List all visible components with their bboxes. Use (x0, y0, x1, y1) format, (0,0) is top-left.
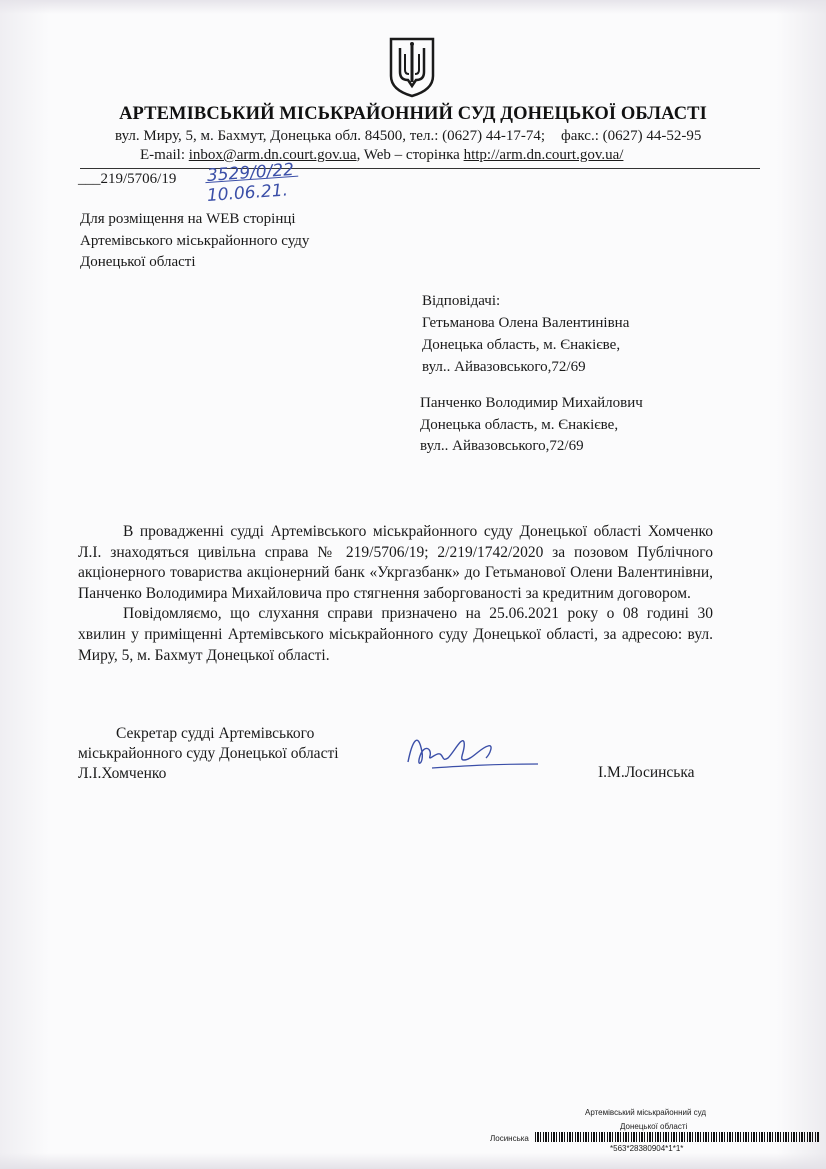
barcode-court-line: Артемівський міськрайонний суд (585, 1108, 707, 1117)
addressee-line-2: Артемівського міськрайонного суду (80, 232, 310, 249)
email-label: E-mail: (140, 147, 185, 163)
respondents-block (420, 290, 629, 378)
handwritten-signature (402, 722, 542, 778)
respondent-1-address-2: вул.. Айвазовського,72/69 (422, 359, 586, 375)
signature-title-line-3: Л.І.Хомченко (78, 765, 167, 782)
barcode-code: *563*28380904*1*1* (610, 1144, 684, 1153)
respondent-2-address-2: вул.. Айвазовського,72/69 (420, 438, 584, 454)
court-title: АРТЕМІВСЬКИЙ МІСЬКРАЙОННИЙ СУД ДОНЕЦЬКОЇ ОБЛАСТІ (119, 104, 707, 124)
barcode-region-line: Донецької області (620, 1122, 688, 1131)
scan-shadow-bottom (0, 1153, 826, 1169)
web-link[interactable]: http://arm.dn.court.gov.ua/ (463, 147, 624, 163)
outgoing-number: ___219/5706/19 (78, 171, 177, 187)
respondent-1-name: Гетьманова Олена Валентинівна (422, 315, 630, 331)
fax-text: факс.: (0627) 44-52-95 (561, 128, 702, 144)
respondent-1-address-1: Донецька область, м. Єнакієве, (422, 337, 621, 353)
signature-block (78, 724, 339, 784)
respondent-2-address-1: Донецька область, м. Єнакієве, (420, 416, 619, 433)
respondent-2-block (418, 393, 643, 458)
body-paragraph-2: Повідомляємо, що слухання справи призначено на 25.06.2021 року о 08 годині 30 хвилин у приміщенні Артемівського міськрайонного суду Донецької області, за адресою: вул. Миру, 5, м. Бахмут Донецької області. (78, 605, 713, 664)
web-label: , Web – сторінка (356, 147, 460, 163)
letter-body (78, 522, 713, 666)
signer-name: І.М.Лосинська (598, 764, 695, 781)
coat-of-arms-emblem (387, 36, 437, 98)
court-address-phone (115, 128, 701, 145)
scan-shadow-top (0, 0, 826, 14)
addressee-line-1: Для розміщення на WEB сторінці (80, 211, 296, 227)
respondents-heading: Відповідачі: (422, 293, 501, 309)
signature-title-line-2: міськрайонного суду Донецької області (78, 745, 339, 762)
handwritten-registration-number: 3529/0/22 (206, 159, 295, 186)
barcode-bars (535, 1132, 820, 1142)
handwritten-date: 10.06.21. (206, 180, 289, 206)
header-divider (80, 168, 760, 169)
barcode-name: Лосинська (490, 1134, 529, 1143)
addressee-line-3: Донецької області (80, 254, 196, 270)
signature-title-line-1: Секретар судді Артемівського (116, 725, 315, 742)
address-phone-text: вул. Миру, 5, м. Бахмут, Донецька обл. 84500, тел.: (0627) 44-17-74; (115, 128, 546, 144)
addressee-block (78, 209, 309, 274)
respondent-2-name: Панченко Володимир Михайлович (420, 395, 643, 411)
court-email-web (140, 147, 623, 164)
email-link[interactable]: inbox@arm.dn.court.gov.ua (188, 147, 357, 163)
body-paragraph-1: В провадженні судді Артемівського міськрайонного суду Донецької області Хомченко Л.І. знаходяться цивільна справа № 219/5706/19; 2/219/1742/2020 за позовом Публічного акціонерного товариства акціонерний банк «Укргазбанк» до Гетьманової Олени Валентинівни, Панченко Володимира Михайловича про стягнення заборгованості за кредитним договором. (78, 523, 713, 602)
